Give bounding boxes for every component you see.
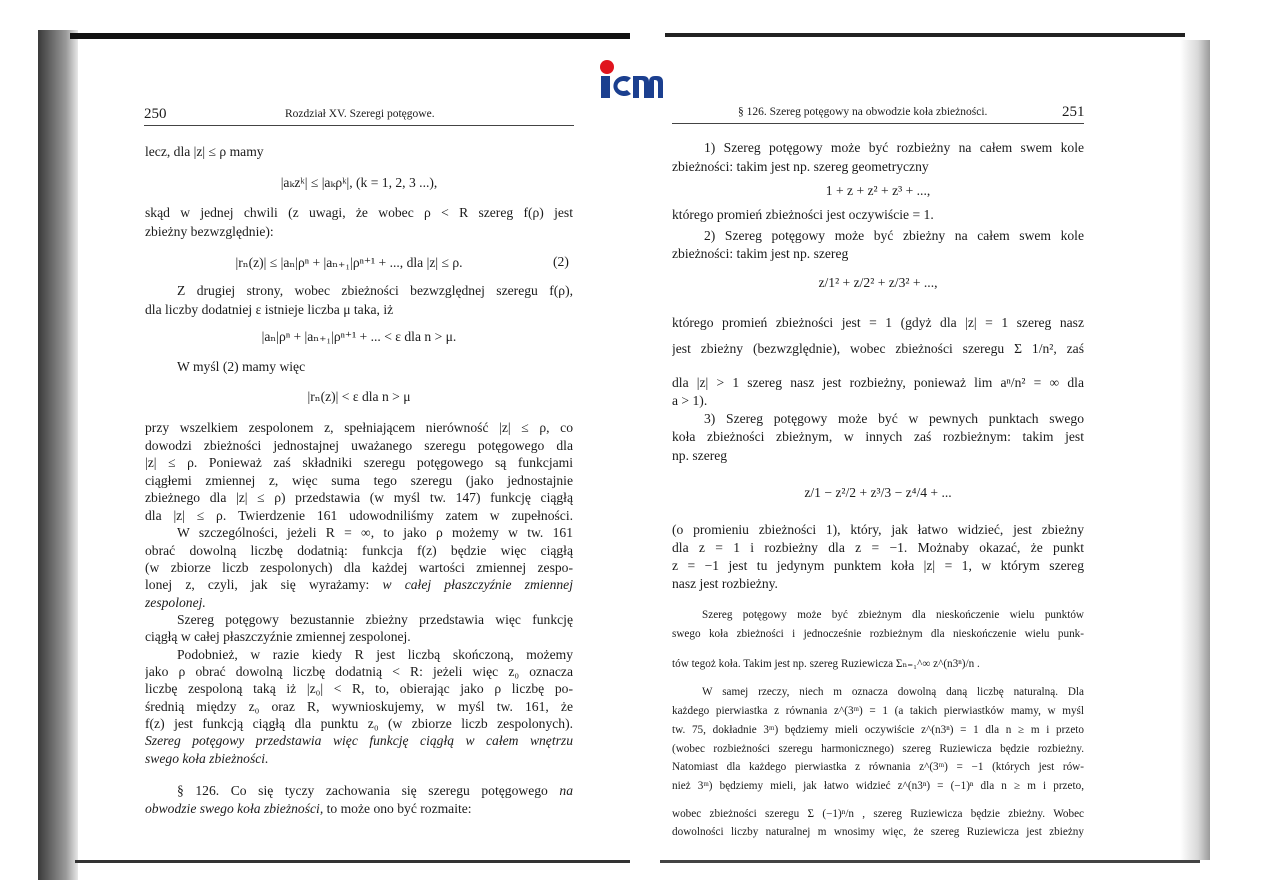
text-segment: np. szereg xyxy=(672,448,728,463)
text-line xyxy=(672,655,1084,673)
formula-line xyxy=(672,484,1084,502)
text-line xyxy=(702,683,1084,701)
text-line xyxy=(145,454,573,472)
text-line xyxy=(145,143,573,161)
formula-line xyxy=(145,254,553,272)
text-segment: § 126. Co się tyczy zachowania się szeregu potęgowego xyxy=(177,783,560,798)
text-segment: wobec zbieżności szeregu Σ (−1)ⁿ/n , szereg Ruziewicza będzie zbieżny. Wobec xyxy=(672,808,1084,820)
text-segment: Szereg potęgowy może być zbieżnym dla nieskończenie wielu punktów xyxy=(702,609,1084,621)
italic-text: obwodzie swego koła zbieżności, xyxy=(145,801,324,816)
text-line xyxy=(672,758,1084,776)
italic-text: swego koła zbieżności. xyxy=(145,751,269,766)
text-segment: dowolności liczby naturalnej m wnosimy więc, że szereg Ruziewicza jest zbieżny xyxy=(672,826,1084,838)
italic-text: w całej płaszczyźnie zmiennej xyxy=(382,577,573,592)
text-line xyxy=(672,702,1084,720)
text-segment: zbieżności: takim jest np. szereg geometryczny xyxy=(672,159,929,174)
text-segment: W samej rzeczy, niech m oznacza dowolną daną liczbę naturalną. Dla xyxy=(702,686,1084,698)
text-line xyxy=(672,158,1084,176)
italic-text: na xyxy=(559,783,573,798)
text-line xyxy=(672,521,1084,539)
text-line xyxy=(702,606,1084,624)
text-line xyxy=(672,777,1084,795)
text-line xyxy=(145,715,573,733)
text-line xyxy=(672,206,1084,224)
equation-number: (2) xyxy=(553,254,569,269)
text-segment: |z| ≤ ρ. Ponieważ zaś składniki szeregu potęgowego są funkcjami xyxy=(145,455,573,470)
text-segment: (w zbiorze liczb zespolonych) dla każdej wartości zmiennej zespo- xyxy=(145,560,573,575)
text-segment: W szczególności, jeżeli R = ∞, to jako ρ możemy w tw. 161 xyxy=(177,525,573,540)
text-line xyxy=(672,539,1084,557)
text-segment: 3) Szereg potęgowy może być w pewnych punktach swego xyxy=(704,411,1084,426)
scan-edge-bottom-right xyxy=(660,860,1200,863)
text-segment: swego koła zbieżności i jednocześnie rozbieżnym dla nieskończenie wielu punk- xyxy=(672,628,1084,640)
text-segment: |aₖzᵏ| ≤ |aₖρᵏ|, (k = 1, 2, 3 ...), xyxy=(280,175,438,190)
text-line xyxy=(145,507,573,525)
text-segment: 1 + z + z² + z³ + ..., xyxy=(825,183,931,198)
text-line xyxy=(145,800,573,818)
text-segment: zbieżnego dla |z| ≤ ρ) przedstawia (w myśl tw. 147) funkcję ciągłą xyxy=(145,490,573,505)
text-segment: dla z = 1 i rozbieżny dla z = −1. Możnaby okazać, że punkt xyxy=(672,540,1084,555)
text-line xyxy=(704,227,1084,245)
text-line xyxy=(145,223,573,241)
text-line xyxy=(145,472,573,490)
text-line xyxy=(672,740,1084,758)
text-line xyxy=(145,594,573,612)
text-segment: zbieżności: takim jest np. szereg xyxy=(672,246,849,261)
left-header-rule xyxy=(144,125,574,126)
text-line xyxy=(177,524,573,542)
text-segment: liczbę zespoloną taką iż |z₀| < R, to, obierając jako ρ liczbę po- xyxy=(145,681,573,696)
scan-edge-bottom-left xyxy=(75,860,630,863)
text-line xyxy=(672,447,1084,465)
text-segment: przy wszelkiem zespolonem z, spełniającem nierówność |z| ≤ ρ, co xyxy=(145,420,573,435)
left-page-number: 250 xyxy=(144,106,167,122)
text-line xyxy=(672,374,1084,392)
italic-text: Szereg potęgowy przedstawia więc funkcję ciągłą w całem wnętrzu xyxy=(145,733,573,748)
text-segment: którego promień zbieżności jest oczywiście = 1. xyxy=(672,207,934,222)
text-segment: Natomiast dla każdego pierwiastka z równania z^(3ᵐ) = −1 (których jest rów- xyxy=(672,761,1084,773)
text-line xyxy=(672,392,1084,410)
scan-edge-top-left xyxy=(70,33,630,39)
text-line xyxy=(145,419,573,437)
text-segment: |aₙ|ρⁿ + |aₙ₊₁|ρⁿ⁺¹ + ... < ε dla n > μ. xyxy=(261,329,457,344)
text-line xyxy=(177,611,573,629)
text-line xyxy=(145,698,573,716)
text-line xyxy=(177,282,573,300)
text-segment: każdego pierwiastka z równania z^(3ᵐ) = 1 (a takich pierwiastków mamy, w myśl xyxy=(672,705,1084,717)
text-line xyxy=(672,721,1084,739)
text-segment: ciągłemi zmiennej z, więc suma tego szeregu (jako jednostajnie xyxy=(145,473,573,488)
right-running-head: § 126. Szereg potęgowy na obwodzie koła zbieżności. xyxy=(738,106,988,118)
formula-line xyxy=(672,182,1084,200)
right-header-rule xyxy=(672,123,1084,124)
left-running-head: Rozdział XV. Szeregi potęgowe. xyxy=(285,108,435,120)
text-segment: 1) Szereg potęgowy może być rozbieżny na całem swem kole xyxy=(704,140,1084,155)
text-line xyxy=(145,542,573,560)
text-segment: którego promień zbieżności jest = 1 (gdyż dla |z| = 1 szereg nasz xyxy=(672,315,1084,330)
scan-edge-top-right xyxy=(665,33,1185,37)
text-line xyxy=(672,625,1084,643)
text-segment: dla |z| > 1 szereg nasz jest rozbieżny, ponieważ lim aⁿ/n² = ∞ dla xyxy=(672,375,1084,390)
book-gutter-shadow xyxy=(38,30,78,880)
text-line xyxy=(145,437,573,455)
text-segment: f(z) jest funkcją ciągłą dla punktu z₀ (w zbiorze liczb zespolonych). xyxy=(145,716,573,731)
text-line xyxy=(672,428,1084,446)
text-segment: lonej z, czyli, jak się wyrażamy: xyxy=(145,577,383,592)
text-segment: dowodzi zbieżności jednostajnej uważanego szeregu potęgowego dla xyxy=(145,438,573,453)
text-segment: nasz jest rozbieżny. xyxy=(672,576,778,591)
text-segment: jest zbieżny (bezwzględnie), wobec zbieżności szeregu Σ 1/n², zaś xyxy=(672,341,1084,356)
text-segment: lecz, dla |z| ≤ ρ mamy xyxy=(145,144,264,159)
text-segment: jako ρ obrać dowolną liczbę dodatnią < R: jeżeli więc z₀ oznacza xyxy=(145,664,573,679)
text-line xyxy=(145,732,573,750)
text-segment: skąd w jednej chwili (z uwagi, że wobec ρ < R szereg f(ρ) jest xyxy=(145,205,573,220)
text-segment: z/1 − z²/2 + z³/3 − z⁴/4 + ... xyxy=(804,485,952,500)
text-segment: (o promieniu zbieżności 1), który, jak łatwo widzieć, jest zbieżny xyxy=(672,522,1084,537)
formula-line xyxy=(145,388,573,406)
text-segment: W myśl (2) mamy więc xyxy=(177,359,306,374)
text-segment: tów tegoż koła. Takim jest np. szereg Ruziewicza Σₙ₌₁^∞ z^(n3ⁿ)/n . xyxy=(672,658,980,670)
icm-logo xyxy=(597,58,667,100)
text-line xyxy=(672,557,1084,575)
text-segment: ciągłą w całej płaszczyźnie zmiennej zespolonej. xyxy=(145,629,411,644)
text-line xyxy=(145,559,573,577)
text-line xyxy=(704,410,1084,428)
text-segment: a > 1). xyxy=(672,393,708,408)
text-segment: z = −1 jest tu jedynym punktem koła |z| = 1, w którym szereg xyxy=(672,558,1084,573)
formula-line xyxy=(145,328,573,346)
text-line xyxy=(177,782,573,800)
text-segment: obrać dowolną liczbę dodatnią: funkcja f(z) będzie więc ciągłą xyxy=(145,543,573,558)
text-line xyxy=(672,340,1084,358)
text-line xyxy=(704,139,1084,157)
text-line xyxy=(145,663,573,681)
formula-line xyxy=(145,174,573,192)
text-line xyxy=(145,628,573,646)
text-segment: 2) Szereg potęgowy może być zbieżny na całem swem kole xyxy=(704,228,1084,243)
text-segment: nież 3ᵐ) będziemy mieli, jak łatwo widzieć z^(n3ⁿ) = (−1)ⁿ dla n ≥ m i przeto, xyxy=(672,780,1084,792)
text-line xyxy=(145,576,573,594)
formula-line xyxy=(672,274,1084,292)
text-segment: |rₙ(z)| ≤ |aₙ|ρⁿ + |aₙ₊₁|ρⁿ⁺¹ + ..., dla |z| ≤ ρ. xyxy=(235,255,463,270)
text-line xyxy=(145,301,573,319)
text-segment: to może ono być rozmaite: xyxy=(323,801,472,816)
text-segment: zbieżny bezwzględnie): xyxy=(145,224,274,239)
text-line xyxy=(672,575,1084,593)
text-line xyxy=(145,204,573,222)
italic-text: zespolonej. xyxy=(145,595,206,610)
text-segment: koła zbieżności zbieżnym, w innych zaś rozbieżnym: takim jest xyxy=(672,429,1084,444)
text-segment: (wobec rozbieżności szeregu harmonicznego) szereg Ruziewicza będzie rozbieżny. xyxy=(672,743,1084,755)
text-line xyxy=(672,314,1084,332)
text-segment: z/1² + z/2² + z/3² + ..., xyxy=(818,275,938,290)
page-edge-shadow-right xyxy=(1180,40,1210,860)
text-line xyxy=(672,823,1084,841)
text-line xyxy=(145,489,573,507)
text-line xyxy=(145,680,573,698)
text-line xyxy=(672,245,1084,263)
text-line xyxy=(177,358,573,376)
text-line xyxy=(177,646,573,664)
text-segment: dla |z| ≤ ρ. Twierdzenie 161 udowodniliśmy zatem w zupełności. xyxy=(145,508,573,523)
text-line xyxy=(672,805,1084,823)
text-line xyxy=(145,750,573,768)
text-segment: tw. 75, dokładnie 3ᵐ) będziemy mieli oczywiście z^(n3ⁿ) = 1 dla n ≥ m i przeto xyxy=(672,724,1084,736)
text-segment: |rₙ(z)| < ε dla n > μ xyxy=(307,389,411,404)
text-segment: Podobnież, w razie kiedy R jest liczbą skończoną, możemy xyxy=(177,647,573,662)
text-segment: Szereg potęgowy bezustannie zbieżny przedstawia więc funkcję xyxy=(177,612,573,627)
text-segment: dla liczby dodatniej ε istnieje liczba μ taka, iż xyxy=(145,302,394,317)
text-segment: Z drugiej strony, wobec zbieżności bezwzględnej szeregu f(ρ), xyxy=(177,283,573,298)
text-segment: średnią między z₀ oraz R, wywnioskujemy, w myśl tw. 161, że xyxy=(145,699,573,714)
right-page-number: 251 xyxy=(1062,104,1085,120)
